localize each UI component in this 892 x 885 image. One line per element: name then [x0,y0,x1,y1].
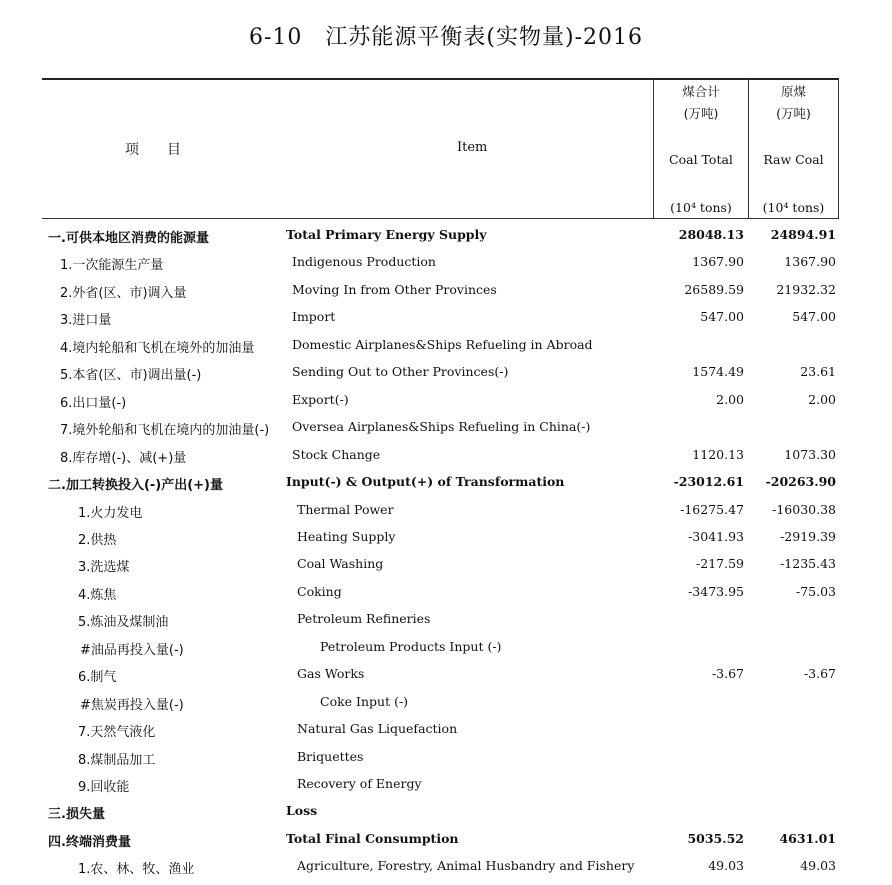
coal-total-cell: -23012.61 [673,474,744,489]
raw-coal-label-en: Raw Coal [763,152,824,167]
row-label-en: Loss [286,803,318,818]
column-header-coal-total [654,84,748,218]
row-label-zh: 6.制气 [78,670,117,685]
column-divider-right [838,79,839,219]
coal-total-cell: 28048.13 [678,227,744,242]
row-label-en: Coal Washing [297,556,384,571]
row-label-en: Import [292,309,336,324]
raw-coal-cell: -2919.39 [780,529,836,544]
coal-total-cell: 5035.52 [687,831,744,846]
coal-total-cell: 2.00 [716,392,744,407]
row-label-zh: 7.境外轮船和飞机在境内的加油量(-) [60,423,270,438]
row-label-en: Domestic Airplanes&Ships Refueling in Abroad [292,337,593,352]
row-label-en: Export(-) [292,392,349,407]
table-row [0,502,892,529]
raw-coal-unit-en: (10⁴ tons) [762,200,825,215]
row-label-en: Coke Input (-) [320,694,409,709]
row-label-en: Oversea Airplanes&Ships Refueling in China(-) [292,419,591,434]
row-label-en: Coking [297,584,342,599]
table-row [0,584,892,611]
item-header-zh: 项 目 [125,142,181,158]
row-label-zh: 9.回收能 [78,780,130,795]
raw-coal-cell: -16030.38 [772,502,836,517]
raw-coal-cell: -1235.43 [780,556,836,571]
row-label-en: Petroleum Products Input (-) [320,639,502,654]
row-label-zh: 4.炼焦 [78,588,117,603]
table-row [0,392,892,419]
row-label-zh: 二.加工转换投入(-)产出(+)量 [48,478,223,493]
row-label-zh: 5.炼油及煤制油 [78,615,169,630]
row-label-en: Gas Works [297,666,365,681]
row-label-zh: 1.一次能源生产量 [60,258,164,273]
raw-coal-cell: -20263.90 [765,474,836,489]
row-label-zh: 1.农、林、牧、渔业 [78,862,195,877]
row-label-zh: 三.损失量 [48,807,105,822]
row-label-en: Moving In from Other Provinces [292,282,497,297]
table-row [0,309,892,336]
raw-coal-cell: 49.03 [800,858,836,873]
table-row [0,721,892,748]
table-row [0,639,892,666]
table-row [0,474,892,501]
raw-coal-cell: 547.00 [792,309,836,324]
row-label-zh: 4.境内轮船和飞机在境外的加油量 [60,341,255,356]
table-row [0,666,892,693]
raw-coal-cell: 1073.30 [784,447,836,462]
row-label-zh: 1.火力发电 [78,506,143,521]
coal-total-cell: 26589.59 [684,282,744,297]
table-row [0,419,892,446]
column-header-raw-coal [749,84,838,218]
row-label-zh: 8.煤制品加工 [78,753,156,768]
row-label-zh: 3.洗选煤 [78,560,130,575]
raw-coal-cell: 23.61 [800,364,836,379]
coal-total-label-zh: 煤合计 [682,84,720,99]
row-label-en: Indigenous Production [292,254,436,269]
raw-coal-cell: -3.67 [803,666,836,681]
row-label-zh: 一.可供本地区消费的能源量 [48,231,209,246]
table-row [0,556,892,583]
coal-total-unit-en: (10⁴ tons) [670,200,732,215]
coal-total-cell: 1120.13 [692,447,744,462]
raw-coal-cell: 24894.91 [770,227,836,242]
row-label-en: Natural Gas Liquefaction [297,721,458,736]
table-row [0,694,892,721]
row-label-en: Petroleum Refineries [297,611,431,626]
table-row [0,858,892,885]
row-label-zh: 8.库存增(-)、减(+)量 [60,451,187,466]
table-row [0,776,892,803]
row-label-zh: 7.天然气液化 [78,725,156,740]
row-label-zh: 2.供热 [78,533,117,548]
row-label-zh: 2.外省(区、市)调入量 [60,286,187,301]
raw-coal-cell: 21932.32 [776,282,836,297]
coal-total-cell: 1367.90 [692,254,744,269]
coal-total-cell: -3473.95 [688,584,744,599]
table-row [0,611,892,638]
row-label-en: Input(-) & Output(+) of Transformation [286,474,565,489]
coal-total-cell: -217.59 [696,556,744,571]
table-row [0,447,892,474]
row-label-en: Thermal Power [297,502,394,517]
coal-total-cell: -3.67 [711,666,744,681]
row-label-en: Total Primary Energy Supply [286,227,487,242]
coal-total-cell: -16275.47 [680,502,744,517]
row-label-zh: #焦炭再投入量(-) [80,698,184,713]
row-label-zh: #油品再投入量(-) [80,643,184,658]
table-row [0,254,892,281]
table-row [0,337,892,364]
raw-coal-cell: 1367.90 [784,254,836,269]
table-row [0,529,892,556]
row-label-en: Stock Change [292,447,381,462]
table-top-rule [42,78,839,80]
header-bottom-rule [42,218,839,219]
table-row [0,282,892,309]
row-label-en: Agriculture, Forestry, Animal Husbandry and Fishery [297,858,635,873]
row-label-en: Sending Out to Other Provinces(-) [292,364,509,379]
coal-total-unit-zh: (万吨) [683,106,719,121]
row-label-zh: 四.终端消费量 [48,835,131,850]
row-label-zh: 3.进口量 [60,313,112,328]
table-row [0,227,892,254]
row-label-en: Total Final Consumption [286,831,459,846]
row-label-zh: 6.出口量(-) [60,396,127,411]
raw-coal-cell: -75.03 [795,584,836,599]
raw-coal-label-zh: 原煤 [780,84,806,99]
row-label-zh: 5.本省(区、市)调出量(-) [60,368,202,383]
raw-coal-unit-zh: (万吨) [776,106,811,121]
coal-total-label-en: Coal Total [669,152,733,167]
row-label-en: Heating Supply [297,529,396,544]
table-row [0,803,892,830]
table-row [0,749,892,776]
row-label-en: Recovery of Energy [297,776,422,791]
coal-total-cell: 1574.49 [692,364,744,379]
table-row [0,831,892,858]
coal-total-cell: -3041.93 [688,529,744,544]
table-title: 6-10 江苏能源平衡表(实物量)-2016 [248,25,643,50]
row-label-en: Briquettes [297,749,364,764]
coal-total-cell: 49.03 [708,858,744,873]
table-row [0,364,892,391]
coal-total-cell: 547.00 [700,309,744,324]
item-header-en: Item [457,140,488,155]
raw-coal-cell: 2.00 [808,392,836,407]
raw-coal-cell: 4631.01 [779,831,836,846]
